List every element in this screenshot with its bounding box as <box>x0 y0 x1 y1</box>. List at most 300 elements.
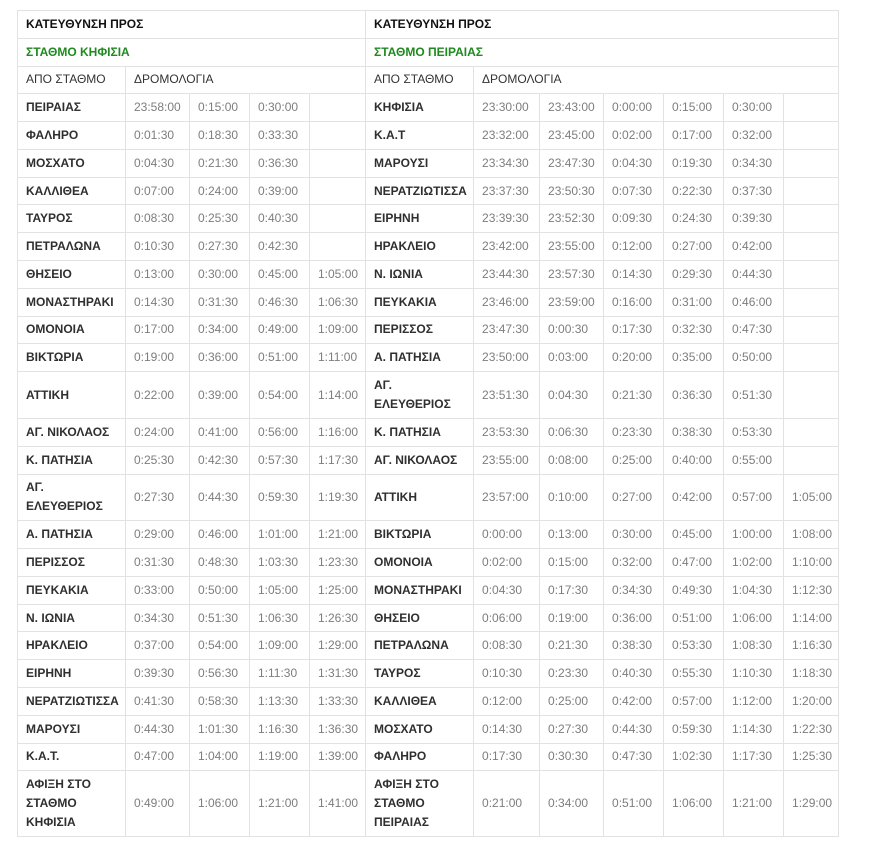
departure-time: 1:36:30 <box>310 715 366 743</box>
departure-time: 0:10:30 <box>474 660 540 688</box>
station-name: ΘΗΣΕΙΟ <box>18 261 126 289</box>
departure-time: 0:04:30 <box>126 149 190 177</box>
departure-time: 0:58:30 <box>190 687 250 715</box>
departure-time: 0:10:30 <box>126 233 190 261</box>
station-name: ΚΑΛΛΙΘΕΑ <box>18 177 126 205</box>
departure-time: 0:42:30 <box>190 446 250 474</box>
departure-time: 0:04:30 <box>604 149 664 177</box>
departure-time: 0:12:00 <box>474 687 540 715</box>
departure-time: 0:17:00 <box>664 122 724 150</box>
departure-time: 0:15:00 <box>540 549 604 577</box>
departure-time: 0:44:30 <box>724 261 784 289</box>
header-row-destination <box>18 38 839 66</box>
table-row <box>18 177 839 205</box>
table-row <box>18 149 839 177</box>
departure-time: 23:53:30 <box>474 418 540 446</box>
departure-time: 0:51:00 <box>604 771 664 837</box>
departure-time: 1:26:30 <box>310 604 366 632</box>
table-row <box>18 372 839 419</box>
station-name: ΜΑΡΟΥΣΙ <box>366 149 474 177</box>
departure-time: 1:16:00 <box>310 418 366 446</box>
departure-time: 0:14:30 <box>474 715 540 743</box>
departure-time: 1:09:00 <box>250 632 310 660</box>
departure-time: 1:03:30 <box>250 549 310 577</box>
departure-time: 0:20:00 <box>604 344 664 372</box>
departure-time: 0:07:00 <box>126 177 190 205</box>
departure-time: 0:46:00 <box>724 288 784 316</box>
departure-time: 0:08:30 <box>126 205 190 233</box>
departure-time: 0:44:30 <box>126 715 190 743</box>
station-name: ΠΕΥΚΑΚΙΑ <box>18 576 126 604</box>
station-name: ΝΕΡΑΤΖΙΩΤΙΣΣΑ <box>366 177 474 205</box>
departure-time: 0:17:30 <box>474 743 540 771</box>
departure-time: 0:34:00 <box>540 771 604 837</box>
departure-time: 0:25:30 <box>190 205 250 233</box>
station-name: Α. ΠΑΤΗΣΙΑ <box>18 521 126 549</box>
station-name: Ν. ΙΩΝΙΑ <box>18 604 126 632</box>
station-name: ΟΜΟΝΟΙΑ <box>366 549 474 577</box>
departure-time: 0:04:30 <box>474 576 540 604</box>
departure-time: 0:08:00 <box>540 446 604 474</box>
departure-time: 1:21:00 <box>724 771 784 837</box>
table-row <box>18 549 839 577</box>
table-row <box>18 660 839 688</box>
station-name: ΒΙΚΤΩΡΙΑ <box>366 521 474 549</box>
departure-time: 23:32:00 <box>474 122 540 150</box>
departure-time: 0:04:30 <box>540 372 604 419</box>
departure-time: 1:25:00 <box>310 576 366 604</box>
departure-time: 0:38:30 <box>604 632 664 660</box>
station-name: ΒΙΚΤΩΡΙΑ <box>18 344 126 372</box>
column-header-schedules: ΔΡΟΜΟΛΟΓΙΑ <box>126 66 366 94</box>
departure-time: 1:04:00 <box>190 743 250 771</box>
departure-time: 0:40:30 <box>250 205 310 233</box>
departure-time: 1:11:30 <box>250 660 310 688</box>
departure-time: 0:50:00 <box>724 344 784 372</box>
station-name: ΦΑΛΗΡΟ <box>18 122 126 150</box>
departure-time: 1:12:30 <box>784 576 839 604</box>
departure-time: 1:21:00 <box>310 521 366 549</box>
table-row <box>18 344 839 372</box>
station-name: ΤΑΥΡΟΣ <box>18 205 126 233</box>
departure-time: 1:10:30 <box>724 660 784 688</box>
departure-time: 0:44:30 <box>604 715 664 743</box>
timetable-body <box>18 94 839 837</box>
empty-cell <box>784 177 839 205</box>
departure-time: 0:36:30 <box>250 149 310 177</box>
departure-time: 1:39:00 <box>310 743 366 771</box>
departure-time: 0:30:00 <box>250 94 310 122</box>
station-name: ΚΗΦΙΣΙΑ <box>366 94 474 122</box>
departure-time: 1:19:30 <box>310 474 366 521</box>
departure-time: 0:01:30 <box>126 122 190 150</box>
station-name: ΑΦΙΞΗ ΣΤΟ ΣΤΑΘΜΟ ΠΕΙΡΑΙΑΣ <box>366 771 474 837</box>
empty-cell <box>784 344 839 372</box>
empty-cell <box>784 205 839 233</box>
station-name: ΠΕΙΡΑΙΑΣ <box>18 94 126 122</box>
station-name: ΑΓ. ΕΛΕΥΘΕΡΙΟΣ <box>366 372 474 419</box>
departure-time: 1:08:00 <box>784 521 839 549</box>
departure-time: 0:32:00 <box>604 549 664 577</box>
departure-time: 0:34:30 <box>126 604 190 632</box>
empty-cell <box>310 94 366 122</box>
departure-time: 0:48:30 <box>190 549 250 577</box>
station-name: Ν. ΙΩΝΙΑ <box>366 261 474 289</box>
departure-time: 0:44:30 <box>190 474 250 521</box>
departure-time: 1:12:00 <box>724 687 784 715</box>
station-name: ΠΕΥΚΑΚΙΑ <box>366 288 474 316</box>
departure-time: 1:02:00 <box>724 549 784 577</box>
departure-time: 23:39:30 <box>474 205 540 233</box>
empty-cell <box>310 149 366 177</box>
departure-time: 0:41:00 <box>190 418 250 446</box>
station-name: ΠΕΤΡΑΛΩΝΑ <box>366 632 474 660</box>
departure-time: 0:31:30 <box>190 288 250 316</box>
departure-time: 0:41:30 <box>126 687 190 715</box>
departure-time: 0:21:00 <box>474 771 540 837</box>
departure-time: 0:23:30 <box>540 660 604 688</box>
departure-time: 0:22:00 <box>126 372 190 419</box>
departure-time: 23:47:30 <box>540 149 604 177</box>
departure-time: 23:58:00 <box>126 94 190 122</box>
departure-time: 0:49:00 <box>126 771 190 837</box>
departure-time: 0:39:00 <box>190 372 250 419</box>
table-row <box>18 288 839 316</box>
departure-time: 1:14:00 <box>310 372 366 419</box>
station-name: ΑΓ. ΕΛΕΥΘΕΡΙΟΣ <box>18 474 126 521</box>
departure-time: 1:41:00 <box>310 771 366 837</box>
departure-time: 0:24:00 <box>126 418 190 446</box>
departure-time: 0:13:00 <box>540 521 604 549</box>
station-name: ΠΕΡΙΣΣΟΣ <box>366 316 474 344</box>
departure-time: 0:27:30 <box>190 233 250 261</box>
departure-time: 23:37:30 <box>474 177 540 205</box>
departure-time: 0:47:30 <box>604 743 664 771</box>
departure-time: 23:34:30 <box>474 149 540 177</box>
departure-time: 0:30:00 <box>604 521 664 549</box>
departure-time: 0:50:00 <box>190 576 250 604</box>
departure-time: 0:37:00 <box>126 632 190 660</box>
departure-time: 0:03:00 <box>540 344 604 372</box>
column-header-from-station: ΑΠΟ ΣΤΑΘΜΟ <box>366 66 474 94</box>
departure-time: 1:13:30 <box>250 687 310 715</box>
departure-time: 0:19:00 <box>126 344 190 372</box>
station-name: ΝΕΡΑΤΖΙΩΤΙΣΣΑ <box>18 687 126 715</box>
station-name: ΟΜΟΝΟΙΑ <box>18 316 126 344</box>
departure-time: 1:06:30 <box>310 288 366 316</box>
departure-time: 0:21:30 <box>540 632 604 660</box>
departure-time: 0:47:00 <box>664 549 724 577</box>
departure-time: 0:09:30 <box>604 205 664 233</box>
departure-time: 23:51:30 <box>474 372 540 419</box>
table-row <box>18 418 839 446</box>
empty-cell <box>784 372 839 419</box>
empty-cell <box>784 288 839 316</box>
departure-time: 23:57:00 <box>474 474 540 521</box>
station-name: ΕΙΡΗΝΗ <box>18 660 126 688</box>
departure-time: 0:39:00 <box>250 177 310 205</box>
header-row-direction <box>18 11 839 39</box>
departure-time: 1:18:30 <box>784 660 839 688</box>
departure-time: 1:29:00 <box>784 771 839 837</box>
departure-time: 0:57:00 <box>664 687 724 715</box>
station-name: ΜΟΝΑΣΤΗΡΑΚΙ <box>366 576 474 604</box>
departure-time: 1:22:30 <box>784 715 839 743</box>
station-name: ΦΑΛΗΡΟ <box>366 743 474 771</box>
departure-time: 0:51:00 <box>664 604 724 632</box>
station-name: ΑΓ. ΝΙΚΟΛΑΟΣ <box>18 418 126 446</box>
table-row <box>18 94 839 122</box>
departure-time: 0:07:30 <box>604 177 664 205</box>
empty-cell <box>310 122 366 150</box>
departure-time: 0:33:30 <box>250 122 310 150</box>
table-row <box>18 316 839 344</box>
departure-time: 1:09:00 <box>310 316 366 344</box>
departure-time: 0:15:00 <box>190 94 250 122</box>
departure-time: 1:19:00 <box>250 743 310 771</box>
departure-time: 0:34:30 <box>724 149 784 177</box>
departure-time: 0:30:30 <box>540 743 604 771</box>
departure-time: 0:32:30 <box>664 316 724 344</box>
departure-time: 1:06:00 <box>724 604 784 632</box>
departure-time: 0:56:00 <box>250 418 310 446</box>
departure-time: 0:18:30 <box>190 122 250 150</box>
departure-time: 0:31:00 <box>664 288 724 316</box>
station-name: ΜΑΡΟΥΣΙ <box>18 715 126 743</box>
departure-time: 0:40:00 <box>664 446 724 474</box>
station-name: ΑΦΙΞΗ ΣΤΟ ΣΤΑΘΜΟ ΚΗΦΙΣΙΑ <box>18 771 126 837</box>
departure-time: 1:33:30 <box>310 687 366 715</box>
departure-time: 0:21:30 <box>190 149 250 177</box>
departure-time: 0:22:30 <box>664 177 724 205</box>
departure-time: 0:51:30 <box>190 604 250 632</box>
empty-cell <box>784 261 839 289</box>
departure-time: 1:21:00 <box>250 771 310 837</box>
table-row <box>18 604 839 632</box>
departure-time: 1:05:00 <box>250 576 310 604</box>
empty-cell <box>784 418 839 446</box>
empty-cell <box>784 94 839 122</box>
empty-cell <box>310 205 366 233</box>
table-row <box>18 687 839 715</box>
departure-time: 1:08:30 <box>724 632 784 660</box>
station-name: ΤΑΥΡΟΣ <box>366 660 474 688</box>
departure-time: 0:25:00 <box>604 446 664 474</box>
departure-time: 0:47:00 <box>126 743 190 771</box>
station-name: Κ. ΠΑΤΗΣΙΑ <box>18 446 126 474</box>
departure-time: 0:24:30 <box>664 205 724 233</box>
station-name: Κ.Α.Τ <box>366 122 474 150</box>
departure-time: 1:31:30 <box>310 660 366 688</box>
header-row-columns <box>18 66 839 94</box>
departure-time: 0:42:30 <box>250 233 310 261</box>
departure-time: 0:42:00 <box>604 687 664 715</box>
timetable <box>17 10 839 837</box>
table-row <box>18 446 839 474</box>
departure-time: 0:25:30 <box>126 446 190 474</box>
empty-cell <box>784 446 839 474</box>
departure-time: 1:01:00 <box>250 521 310 549</box>
destination-station-piraeus: ΣΤΑΘΜΟ ΠΕΙΡΑΙΑΣ <box>366 38 839 66</box>
station-name: Α. ΠΑΤΗΣΙΑ <box>366 344 474 372</box>
departure-time: 0:36:00 <box>604 604 664 632</box>
column-header-from-station: ΑΠΟ ΣΤΑΘΜΟ <box>18 66 126 94</box>
departure-time: 1:05:00 <box>784 474 839 521</box>
station-name: ΚΑΛΛΙΘΕΑ <box>366 687 474 715</box>
table-row <box>18 521 839 549</box>
departure-time: 0:34:30 <box>604 576 664 604</box>
departure-time: 1:29:00 <box>310 632 366 660</box>
departure-time: 1:20:00 <box>784 687 839 715</box>
departure-time: 0:42:00 <box>664 474 724 521</box>
departure-time: 0:59:30 <box>664 715 724 743</box>
table-row <box>18 233 839 261</box>
station-name: ΘΗΣΕΙΟ <box>366 604 474 632</box>
departure-time: 0:21:30 <box>604 372 664 419</box>
table-row <box>18 576 839 604</box>
departure-time: 0:06:30 <box>540 418 604 446</box>
departure-time: 0:27:30 <box>540 715 604 743</box>
departure-time: 0:36:30 <box>664 372 724 419</box>
departure-time: 0:34:00 <box>190 316 250 344</box>
station-name: ΗΡΑΚΛΕΙΟ <box>18 632 126 660</box>
departure-time: 1:23:30 <box>310 549 366 577</box>
table-row <box>18 474 839 521</box>
departure-time: 0:08:30 <box>474 632 540 660</box>
departure-time: 23:43:00 <box>540 94 604 122</box>
departure-time: 1:17:30 <box>724 743 784 771</box>
departure-time: 0:15:00 <box>664 94 724 122</box>
departure-time: 23:55:00 <box>540 233 604 261</box>
departure-time: 1:10:00 <box>784 549 839 577</box>
departure-time: 0:38:30 <box>664 418 724 446</box>
empty-cell <box>310 177 366 205</box>
empty-cell <box>784 149 839 177</box>
departure-time: 1:00:00 <box>724 521 784 549</box>
table-row <box>18 743 839 771</box>
departure-time: 0:27:00 <box>664 233 724 261</box>
departure-time: 0:46:30 <box>250 288 310 316</box>
empty-cell <box>310 233 366 261</box>
departure-time: 0:30:00 <box>190 261 250 289</box>
departure-time: 1:16:30 <box>784 632 839 660</box>
table-row <box>18 122 839 150</box>
station-name: ΠΕΤΡΑΛΩΝΑ <box>18 233 126 261</box>
station-name: ΜΟΣΧΑΤΟ <box>366 715 474 743</box>
departure-time: 0:14:30 <box>604 261 664 289</box>
departure-time: 0:42:00 <box>724 233 784 261</box>
departure-time: 1:25:30 <box>784 743 839 771</box>
departure-time: 0:40:30 <box>604 660 664 688</box>
station-name: ΑΤΤΙΚΗ <box>366 474 474 521</box>
departure-time: 23:30:00 <box>474 94 540 122</box>
departure-time: 0:27:00 <box>604 474 664 521</box>
departure-time: 0:51:30 <box>724 372 784 419</box>
departure-time: 23:52:30 <box>540 205 604 233</box>
station-name: ΑΓ. ΝΙΚΟΛΑΟΣ <box>366 446 474 474</box>
departure-time: 0:27:30 <box>126 474 190 521</box>
station-name: ΜΟΝΑΣΤΗΡΑΚΙ <box>18 288 126 316</box>
departure-time: 0:31:30 <box>126 549 190 577</box>
departure-time: 0:10:00 <box>540 474 604 521</box>
departure-time: 0:35:00 <box>664 344 724 372</box>
departure-time: 1:04:30 <box>724 576 784 604</box>
destination-station-kifisia: ΣΤΑΘΜΟ ΚΗΦΙΣΙΑ <box>18 38 366 66</box>
departure-time: 0:55:30 <box>664 660 724 688</box>
departure-time: 0:47:30 <box>724 316 784 344</box>
departure-time: 0:29:30 <box>664 261 724 289</box>
departure-time: 0:23:30 <box>604 418 664 446</box>
departure-time: 0:00:00 <box>474 521 540 549</box>
departure-time: 0:54:00 <box>250 372 310 419</box>
departure-time: 1:01:30 <box>190 715 250 743</box>
departure-time: 0:33:00 <box>126 576 190 604</box>
departure-time: 0:51:00 <box>250 344 310 372</box>
departure-time: 0:30:00 <box>724 94 784 122</box>
departure-time: 1:14:00 <box>784 604 839 632</box>
departure-time: 0:54:00 <box>190 632 250 660</box>
table-row <box>18 632 839 660</box>
departure-time: 23:45:00 <box>540 122 604 150</box>
departure-time: 0:46:00 <box>190 521 250 549</box>
departure-time: 23:50:30 <box>540 177 604 205</box>
departure-time: 0:57:30 <box>250 446 310 474</box>
departure-time: 0:02:00 <box>604 122 664 150</box>
column-header-schedules: ΔΡΟΜΟΛΟΓΙΑ <box>474 66 839 94</box>
station-name: Κ.Α.Τ. <box>18 743 126 771</box>
station-name: ΕΙΡΗΝΗ <box>366 205 474 233</box>
departure-time: 0:32:00 <box>724 122 784 150</box>
station-name: Κ. ΠΑΤΗΣΙΑ <box>366 418 474 446</box>
departure-time: 23:55:00 <box>474 446 540 474</box>
departure-time: 0:19:30 <box>664 149 724 177</box>
departure-time: 0:56:30 <box>190 660 250 688</box>
departure-time: 0:55:00 <box>724 446 784 474</box>
departure-time: 0:53:30 <box>724 418 784 446</box>
departure-time: 1:16:30 <box>250 715 310 743</box>
departure-time: 0:02:00 <box>474 549 540 577</box>
departure-time: 1:14:30 <box>724 715 784 743</box>
departure-time: 0:29:00 <box>126 521 190 549</box>
station-name: ΑΤΤΙΚΗ <box>18 372 126 419</box>
departure-time: 0:39:30 <box>724 205 784 233</box>
departure-time: 1:05:00 <box>310 261 366 289</box>
departure-time: 0:37:30 <box>724 177 784 205</box>
departure-time: 23:46:00 <box>474 288 540 316</box>
departure-time: 0:17:30 <box>540 576 604 604</box>
empty-cell <box>784 316 839 344</box>
departure-time: 1:17:30 <box>310 446 366 474</box>
station-name: ΠΕΡΙΣΣΟΣ <box>18 549 126 577</box>
departure-time: 0:49:30 <box>664 576 724 604</box>
timetable-header <box>18 11 839 94</box>
departure-time: 1:06:00 <box>190 771 250 837</box>
departure-time: 0:16:00 <box>604 288 664 316</box>
departure-time: 0:59:30 <box>250 474 310 521</box>
empty-cell <box>784 122 839 150</box>
departure-time: 0:45:00 <box>250 261 310 289</box>
departure-time: 0:25:00 <box>540 687 604 715</box>
departure-time: 23:50:00 <box>474 344 540 372</box>
departure-time: 1:06:00 <box>664 771 724 837</box>
departure-time: 23:42:00 <box>474 233 540 261</box>
departure-time: 0:39:30 <box>126 660 190 688</box>
station-name: ΗΡΑΚΛΕΙΟ <box>366 233 474 261</box>
departure-time: 23:44:30 <box>474 261 540 289</box>
departure-time: 0:19:00 <box>540 604 604 632</box>
departure-time: 23:59:00 <box>540 288 604 316</box>
departure-time: 23:57:30 <box>540 261 604 289</box>
